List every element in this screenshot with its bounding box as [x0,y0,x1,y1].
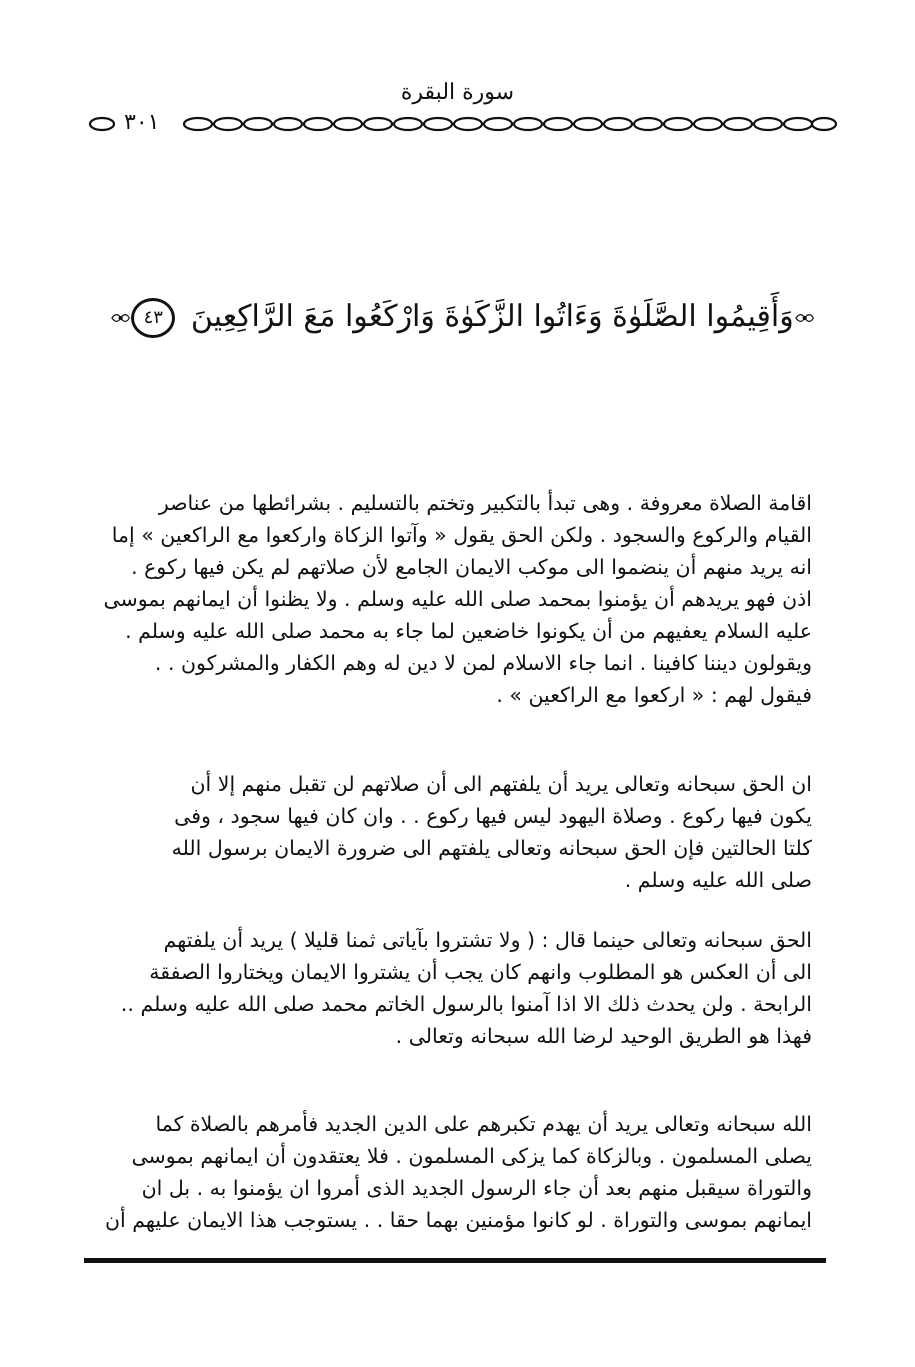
text-line: ايمانهم بموسى والتوراة . لو كانوا مؤمنين بهما حقا . . يستوجب هذا الايمان عليهم أن [105,1208,812,1232]
quran-verse [110,288,815,348]
verse-text-body: وَأَقِيمُوا الصَّلَوٰةَ وَءَاتُوا الزَّكَوٰةَ وَارْكَعُوا مَعَ الرَّاكِعِينَ [190,299,794,334]
text-line: فهذا هو الطريق الوحيد لرضا الله سبحانه وتعالى . [395,1024,812,1048]
text-line: الرابحة . ولن يحدث ذلك الا اذا آمنوا بالرسول الخاتم محمد صلى الله عليه وسلم .. [120,992,812,1016]
verse-number: ٤٣ [131,298,175,338]
text-line: يكون فيها ركوع . وصلاة اليهود ليس فيها ركوع . . وان كان فيها سجود ، وفى [174,804,812,828]
verse-ornament-left-icon [110,298,131,338]
text-line: يصلى المسلمون . وبالزكاة كما يزكى المسلمون . فلا يعتقدون أن ايمانهم بموسى [131,1144,812,1168]
footer-rule [84,1258,826,1263]
text-line: الله سبحانه وتعالى يريد أن يهدم تكبرهم على الدين الجديد فأمرهم بالصلاة كما [155,1112,812,1136]
header-ornamental-rule [88,112,838,136]
text-line: اقامة الصلاة معروفة . وهى تبدأ بالتكبير وتختم بالتسليم . بشرائطها من عناصر [158,491,812,515]
text-line: اذن فهو يريدهم أن يؤمنوا بمحمد صلى الله عليه وسلم . ولا يظنوا أن ايمانهم بموسى [103,587,812,611]
paragraph-2 [100,768,812,896]
paragraph-4 [100,1108,812,1236]
text-line: ان الحق سبحانه وتعالى يريد أن يلفتهم الى أن صلاتهم لن تقبل منهم إلا أن [190,772,812,796]
page-number: ٣٠١ [118,110,165,135]
text-line: القيام والركوع والسجود . ولكن الحق يقول « وآتوا الزكاة واركعوا مع الراكعين » إما [111,523,812,547]
text-line: ويقولون ديننا كافينا . انما جاء الاسلام لمن لا دين له وهم الكفار والمشركون . . [154,651,812,675]
text-line: عليه السلام يعفيهم من أن يكونوا خاضعين لما جاء به محمد صلى الله عليه وسلم . [125,619,812,643]
text-line: كلتا الحالتين فإن الحق سبحانه وتعالى يلفتهم الى ضرورة الايمان برسول الله [171,836,812,860]
text-line: الحق سبحانه وتعالى حينما قال : ( ولا تشتروا بآياتى ثمنا قليلا ) يريد أن يلفتهم [163,928,812,952]
paragraph-1 [100,487,812,711]
verse-text [131,298,793,338]
surah-title: سورة البقرة [400,80,515,105]
text-line: فيقول لهم : « اركعوا مع الراكعين » . [496,683,812,707]
text-line: والتوراة سيقبل منهم بعد أن جاء الرسول الجديد الذى أمروا ان يؤمنوا به . بل ان [141,1176,812,1200]
paragraph-3 [100,924,812,1052]
verse-ornament-right-icon [794,298,815,338]
text-line: الى أن العكس هو المطلوب وانهم كان يجب أن يشتروا الايمان ويختاروا الصفقة [149,960,812,984]
text-line: صلى الله عليه وسلم . [624,868,812,892]
text-line: انه يريد منهم أن ينضموا الى موكب الايمان الجامع لأن صلاتهم لم يكن فيها ركوع . [131,555,812,579]
